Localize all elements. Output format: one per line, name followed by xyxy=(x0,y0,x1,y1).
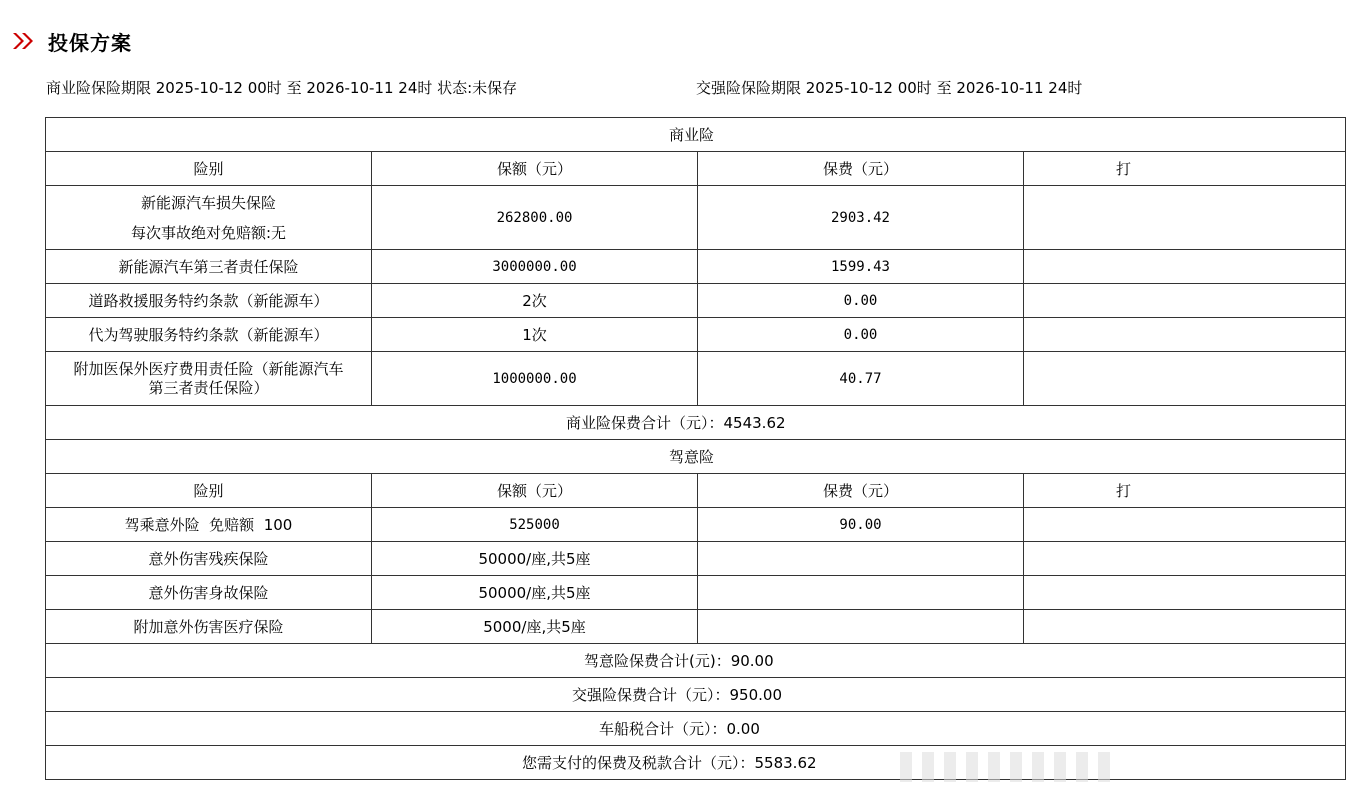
coverage-amount: 2次 xyxy=(372,284,698,318)
grand-total: 您需支付的保费及税款合计（元）：5583.62 xyxy=(46,746,1346,780)
table-row xyxy=(46,186,1346,250)
compulsory-insurance-period: 交强险保险期限 2025-10-12 00时 至 2026-10-11 24时 xyxy=(696,79,1083,97)
coverage-extra-cell xyxy=(1024,352,1346,406)
coverage-name: 附加医保外医疗费用责任险（新能源汽车 xyxy=(73,359,344,378)
grand-total-row xyxy=(46,746,1346,780)
commercial-column-header-row xyxy=(46,152,1346,186)
table-row xyxy=(46,576,1346,610)
table-row xyxy=(46,250,1346,284)
table-row xyxy=(46,352,1346,406)
commercial-total: 商业险保费合计（元）：4543.62 xyxy=(46,406,1346,440)
table-row xyxy=(46,318,1346,352)
commercial-section-title: 商业险 xyxy=(46,118,1346,152)
coverage-premium: 40.77 xyxy=(698,352,1024,406)
commercial-insurance-period: 商业险保险期限 2025-10-12 00时 至 2026-10-11 24时 状态:未保存 xyxy=(46,79,518,97)
coverage-extra-cell xyxy=(1024,250,1346,284)
vessel-tax-total: 车船税合计（元）：0.00 xyxy=(46,712,1346,746)
coverage-deductible: 每次事故绝对免赔额:无 xyxy=(130,223,287,242)
coverage-premium xyxy=(698,576,1024,610)
coverage-extra-cell xyxy=(1024,318,1346,352)
column-header-coverage: 险别 xyxy=(46,152,372,186)
accident-total-row xyxy=(46,644,1346,678)
coverage-amount: 1000000.00 xyxy=(372,352,698,406)
vessel-tax-row xyxy=(46,712,1346,746)
table-row xyxy=(46,610,1346,644)
compulsory-total-row xyxy=(46,678,1346,712)
coverage-amount: 525000 xyxy=(372,508,698,542)
column-header-extra: 打 xyxy=(1024,474,1346,508)
coverage-amount: 5000/座,共5座 xyxy=(372,610,698,644)
coverage-amount: 50000/座,共5座 xyxy=(372,542,698,576)
column-header-premium: 保费（元） xyxy=(698,474,1024,508)
table-row xyxy=(46,542,1346,576)
column-header-premium: 保费（元） xyxy=(698,152,1024,186)
coverage-extra-cell xyxy=(1024,576,1346,610)
coverage-name: 意外伤害身故保险 xyxy=(46,576,372,610)
column-header-coverage: 险别 xyxy=(46,474,372,508)
coverage-extra-cell xyxy=(1024,508,1346,542)
table-row xyxy=(46,284,1346,318)
accident-column-header-row xyxy=(46,474,1346,508)
coverage-extra-cell xyxy=(1024,610,1346,644)
compulsory-total: 交强险保费合计（元）：950.00 xyxy=(46,678,1346,712)
column-header-amount: 保额（元） xyxy=(372,152,698,186)
coverage-name-cell xyxy=(46,186,372,250)
watermark xyxy=(890,752,1120,782)
table-row xyxy=(46,508,1346,542)
coverage-name-continued: 第三者责任保险） xyxy=(148,378,269,397)
double-chevron-right-icon xyxy=(12,31,36,51)
coverage-premium: 2903.42 xyxy=(698,186,1024,250)
coverage-premium: 0.00 xyxy=(698,318,1024,352)
coverage-name: 意外伤害残疾保险 xyxy=(46,542,372,576)
coverage-amount: 3000000.00 xyxy=(372,250,698,284)
column-header-amount: 保额（元） xyxy=(372,474,698,508)
commercial-section-header-row xyxy=(46,118,1346,152)
coverage-extra-cell xyxy=(1024,542,1346,576)
coverage-name: 新能源汽车第三者责任保险 xyxy=(46,250,372,284)
insurance-plan-table xyxy=(45,117,1346,780)
accident-section-title: 驾意险 xyxy=(46,440,1346,474)
coverage-name: 道路救援服务特约条款（新能源车） xyxy=(46,284,372,318)
commercial-total-row xyxy=(46,406,1346,440)
coverage-extra-cell xyxy=(1024,186,1346,250)
coverage-extra-cell xyxy=(1024,284,1346,318)
coverage-premium: 1599.43 xyxy=(698,250,1024,284)
coverage-name: 新能源汽车损失保险 xyxy=(140,193,276,212)
page-header xyxy=(12,27,132,55)
coverage-amount: 262800.00 xyxy=(372,186,698,250)
coverage-name: 驾乘意外险 免赔额 100 xyxy=(46,508,372,542)
coverage-amount: 1次 xyxy=(372,318,698,352)
accident-total: 驾意险保费合计(元)：90.00 xyxy=(46,644,1346,678)
coverage-premium xyxy=(698,542,1024,576)
accident-section-header-row xyxy=(46,440,1346,474)
coverage-premium: 0.00 xyxy=(698,284,1024,318)
coverage-premium xyxy=(698,610,1024,644)
coverage-name: 代为驾驶服务特约条款（新能源车） xyxy=(46,318,372,352)
coverage-premium: 90.00 xyxy=(698,508,1024,542)
coverage-amount: 50000/座,共5座 xyxy=(372,576,698,610)
page-title: 投保方案 xyxy=(48,30,132,55)
coverage-name-cell xyxy=(46,352,372,406)
coverage-name: 附加意外伤害医疗保险 xyxy=(46,610,372,644)
column-header-extra: 打 xyxy=(1024,152,1346,186)
